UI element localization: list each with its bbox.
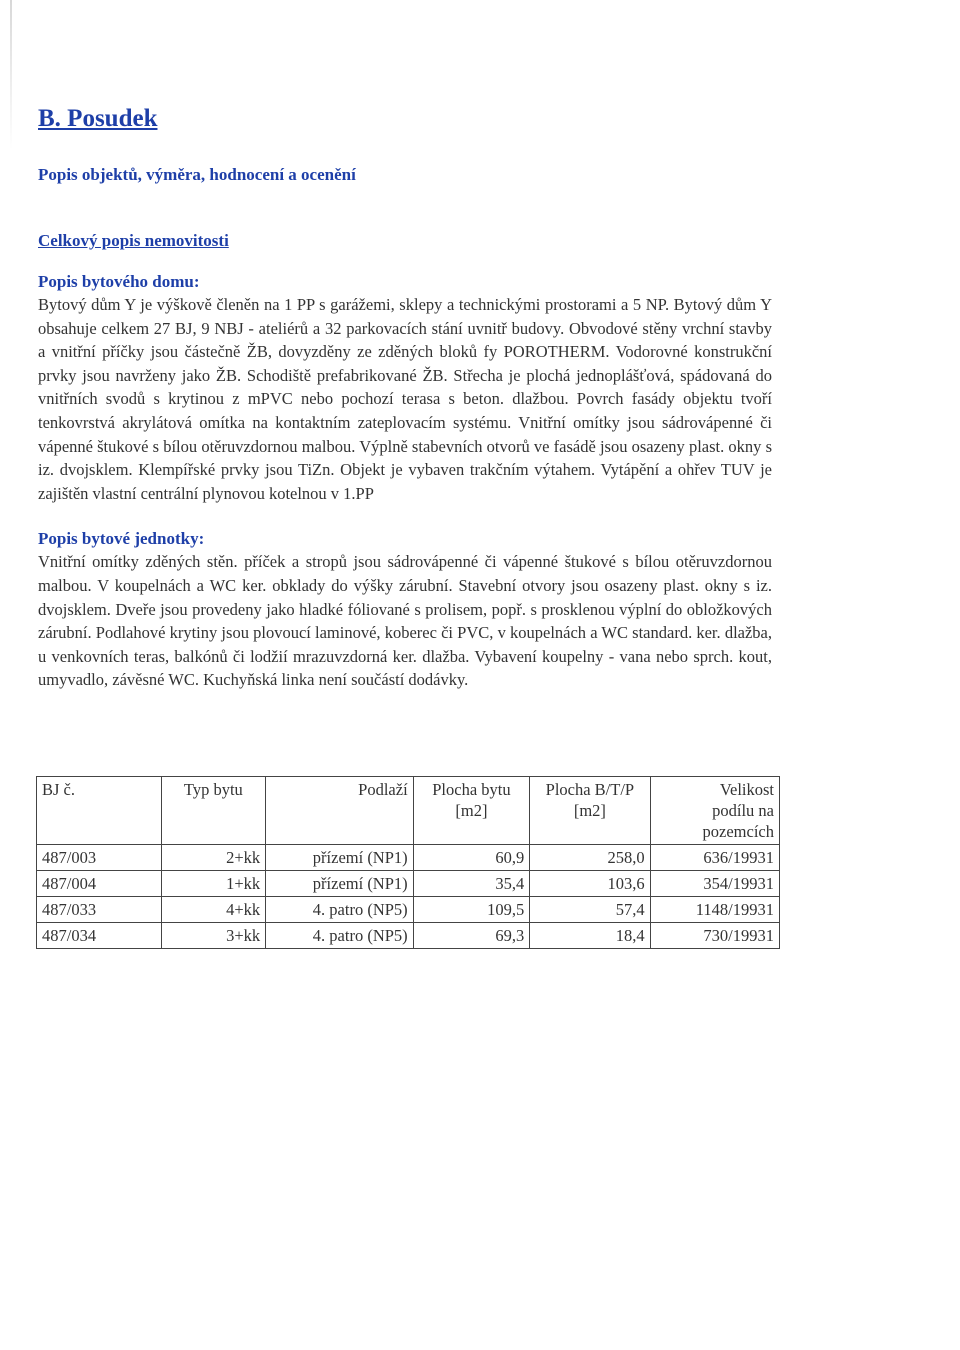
- cell-floor: 4. patro (NP5): [266, 897, 414, 923]
- cell-type: 4+kk: [161, 897, 266, 923]
- header-area-btp: [530, 777, 650, 845]
- document-page: [38, 104, 772, 692]
- header-land-share-line3: pozemcích: [702, 822, 774, 841]
- cell-floor: 4. patro (NP5): [266, 923, 414, 949]
- cell-area-flat: 109,5: [413, 897, 530, 923]
- header-floor: [266, 777, 414, 845]
- header-area-btp-label: Plocha B/T/P: [545, 780, 635, 799]
- cell-type: 2+kk: [161, 845, 266, 871]
- cell-area-flat: 60,9: [413, 845, 530, 871]
- cell-bj: 487/003: [37, 845, 162, 871]
- table-row: [37, 871, 780, 897]
- unit-description-text: Vnitřní omítky zděných stěn. příček a stropů jsou sádrovápenné či vápenné štukové s bílou otěruvzdornou malbou. V koupelnách a WC ker. obklady do výšky zárubní. Stavební otvory jsou osazeny plast. okny s iz. dvojsklem. Dveře jsou provedeny jako hladké fóliované s prolisem, popř. s prosklenou výplní do obložkových zárubní. Podlahové krytiny jsou plovoucí laminové, koberec či PVC, v koupelnách a WC standard. ker. dlažba, u venkovních teras, balkónů či lodžií mrazuvzdorná ker. dlažba. Vybavení koupelny - vana nebo sprch. kout, umyvadlo, závěsné WC. Kuchyňská linka není součástí dodávky.: [38, 552, 772, 690]
- cell-type: 1+kk: [161, 871, 266, 897]
- header-area-flat-unit: [m2]: [455, 801, 488, 820]
- header-area-btp-unit: [m2]: [573, 801, 606, 820]
- document-heading: B. Posudek: [38, 105, 158, 132]
- cell-bj: 487/004: [37, 871, 162, 897]
- cell-land-share: 636/19931: [650, 845, 779, 871]
- header-land-share-line1: Velikost: [719, 780, 774, 799]
- building-description-title: Popis bytového domu:: [38, 272, 200, 291]
- cell-bj: 487/034: [37, 923, 162, 949]
- cell-area-btp: 258,0: [530, 845, 650, 871]
- section-title: Celkový popis nemovitosti: [38, 231, 229, 250]
- cell-area-btp: 103,6: [530, 871, 650, 897]
- header-floor-label: Podlaží: [358, 780, 408, 799]
- cell-area-btp: 57,4: [530, 897, 650, 923]
- header-bj: [37, 777, 162, 845]
- header-land-share-line2: podílu na: [712, 801, 774, 820]
- header-type-label: Typ bytu: [183, 780, 243, 799]
- cell-bj: 487/033: [37, 897, 162, 923]
- cell-land-share: 1148/19931: [650, 897, 779, 923]
- cell-area-flat: 69,3: [413, 923, 530, 949]
- cell-area-btp: 18,4: [530, 923, 650, 949]
- unit-description-title: Popis bytové jednotky:: [38, 529, 205, 549]
- table-row: [37, 845, 780, 871]
- cell-area-flat: 35,4: [413, 871, 530, 897]
- cell-land-share: 354/19931: [650, 871, 779, 897]
- header-area-flat: [413, 777, 530, 845]
- building-description-text: Bytový dům Y je výškově členěn na 1 PP s garážemi, sklepy a technickými prostorami a 5 NP. Bytový dům Y obsahuje celkem 27 BJ, 9 NBJ - ateliérů a 32 parkovacích stání uvnitř budovy. Obvodové stěny vrchní stavby a vnitřní příčky jsou částečně ŽB, dovyzděny ze zděných bloků fy POROTHERM. Vodorovné konstrukční prvky jsou navrženy jako ŽB. Schodiště prefabrikované ŽB. Střecha je plochá jednoplášťová, spádovaná do vnitřních svodů s krytinou z mPVC nebo pochozí terasa s beton. dlažbou. Povrch fasády objektu tvoří tenkovrstvá akrylátová omítka na kontaktním zateplovacím systému. Vnitřní omítky jsou sádrovápenné či vápenné štukové s bílou otěruvzdornou malbou. Výplně stabevních otvorů ve fasádě jsou osazeny plast. okny s iz. dvojsklem. Klempířské prvky jsou TiZn. Objekt je vybaven trakčním výtahem. Vytápění a ohřev TUV je zajištěn vlastní centrální plynovou kotelnou v 1.PP: [38, 295, 772, 503]
- cell-type: 3+kk: [161, 923, 266, 949]
- table-row: [37, 897, 780, 923]
- document-subtitle: Popis objektů, výměra, hodnocení a ocenění: [38, 165, 356, 184]
- header-area-flat-label: Plocha bytu: [432, 780, 511, 799]
- scan-edge-mark: [10, 0, 12, 150]
- cell-land-share: 730/19931: [650, 923, 779, 949]
- paragraph-gap: [38, 505, 772, 527]
- header-bj-label: BJ č.: [42, 780, 75, 799]
- header-type: [161, 777, 266, 845]
- cell-floor: přízemí (NP1): [266, 845, 414, 871]
- cell-floor: přízemí (NP1): [266, 871, 414, 897]
- table-row: [37, 923, 780, 949]
- units-table: [36, 776, 780, 949]
- units-table-header-row: [37, 777, 780, 845]
- header-land-share: [650, 777, 779, 845]
